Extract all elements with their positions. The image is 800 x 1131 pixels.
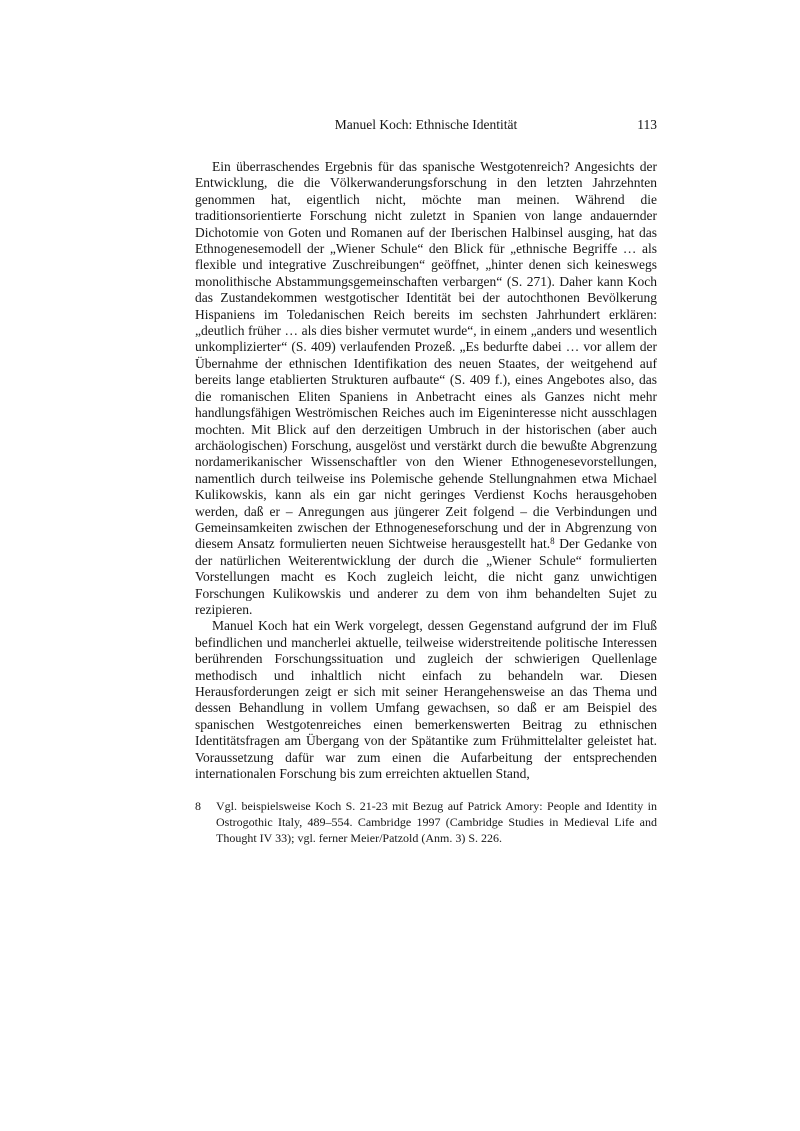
page-number: 113 bbox=[637, 117, 657, 132]
paragraph-1-continuation: Der Gedanke von der natürlichen Weiterentwicklung der durch die „Wiener Schule“ formulierten Vorstellungen macht es Koch zugleich leicht, die nicht ganz unwichtigen Forschungen Kulikowskis und anderer zu dem von ihm behandelten Sujet zu rezipieren. bbox=[195, 536, 657, 617]
paragraph-1 bbox=[195, 159, 657, 618]
footnote-marker: 8 bbox=[195, 799, 201, 814]
footnote-ref: 8 bbox=[550, 535, 555, 546]
footnote-text: Vgl. beispielsweise Koch S. 21-23 mit Bezug auf Patrick Amory: People and Identity in Ostrogothic Italy, 489–554. Cambridge 1997 (Cambridge Studies in Medieval Life and Thought IV 33); vgl. ferner Meier/Patzold (Anm. 3) S. 226. bbox=[216, 799, 657, 845]
paragraph-2 bbox=[195, 618, 657, 782]
running-title: Manuel Koch: Ethnische Identität bbox=[334, 117, 518, 132]
paragraph-1-text: Ein überraschendes Ergebnis für das spanische Westgotenreich? Angesichts der Entwicklung, die die Völkerwanderungsforschung in den letzten Jahrzehnten genommen hat, eigentlich nicht, möchte man meinen. Während die traditionsorientierte Forschung nicht zuletzt in Spanien von lange andauernder Dichotomie von Goten und Romanen auf der Iberischen Halbinsel ausging, hat das Ethnogenesemodell der „Wiener Schule“ den Blick für „ethnische Begriffe … als flexible und integrative Zuschreibungen“ geöffnet, „hinter denen sich keineswegs monolithische Abstammungsgemeinschaften verbargen“ (S. 271). Daher kann Koch das Zustandekommen westgotischer Identität bei der autochthonen Bevölkerung Hispaniens im Toledanischen Reich bereits im sechsten Jahrhundert erklären: „deutlich früher … als dies bisher vermutet wurde“, in einem „anders und wesentlich unkomplizierter“ (S. 409) verlaufenden Prozeß. „Es bedurfte dabei … vor allem der Übernahme der ethnischen Identifikation des neuen Staates, der weitgehend auf bereits lange etablierten Strukturen aufbaute“ (S. 409 f.), eines Angebotes also, das die romanischen Eliten Spaniens in Anbetracht eines als Ganzes nicht mehr handlungsfähigen Weströmischen Reiches auch im Eigeninteresse nicht ausschlagen mochten. Mit Blick auf den derzeitigen Umbruch in der historischen (aber auch archäologischen) Forschung, ausgelöst und verstärkt durch die bewußte Abgrenzung nordamerikanischer Wissenschaftler von den Wiener Ethnogenesevorstellungen, namentlich durch teilweise ins Polemische gehende Stellungnahmen etwa Michael Kulikowskis, kann als ein gar nicht geringes Verdienst Kochs herausgehoben werden, daß er – Anregungen aus jüngerer Zeit folgend – die Verbindungen und Gemeinsamkeiten zwischen der Ethnogeneseforschung und der in Abgrenzung von diesem Ansatz formulierten neuen Sichtweise herausgestellt hat. bbox=[195, 159, 657, 552]
page-header bbox=[195, 117, 657, 133]
text-block bbox=[195, 117, 657, 846]
body-text bbox=[195, 159, 657, 782]
paragraph-2-text: Manuel Koch hat ein Werk vorgelegt, dessen Gegenstand aufgrund der im Fluß befindlichen und mancherlei aktuelle, teilweise widerstreitende politische Interessen berührenden Forschungssituation und zugleich der schwierigen Quellenlage methodisch und inhaltlich nicht einfach zu behandeln war. Diesen Herausforderungen zeigt er sich mit seiner Herangehensweise an das Thema und dessen Behandlung in vollem Umfang gewachsen, so daß er am Beispiel des spanischen Westgotenreiches einen bemerkenswerten Beitrag zu ethnischen Identitätsfragen am Übergang von der Spätantike zum Frühmittelalter geleistet hat. Voraussetzung dafür war zum einen die Aufarbeitung der entsprechenden internationalen Forschung bis zum erreichten aktuellen Stand, bbox=[195, 618, 657, 782]
footnote bbox=[195, 799, 657, 846]
